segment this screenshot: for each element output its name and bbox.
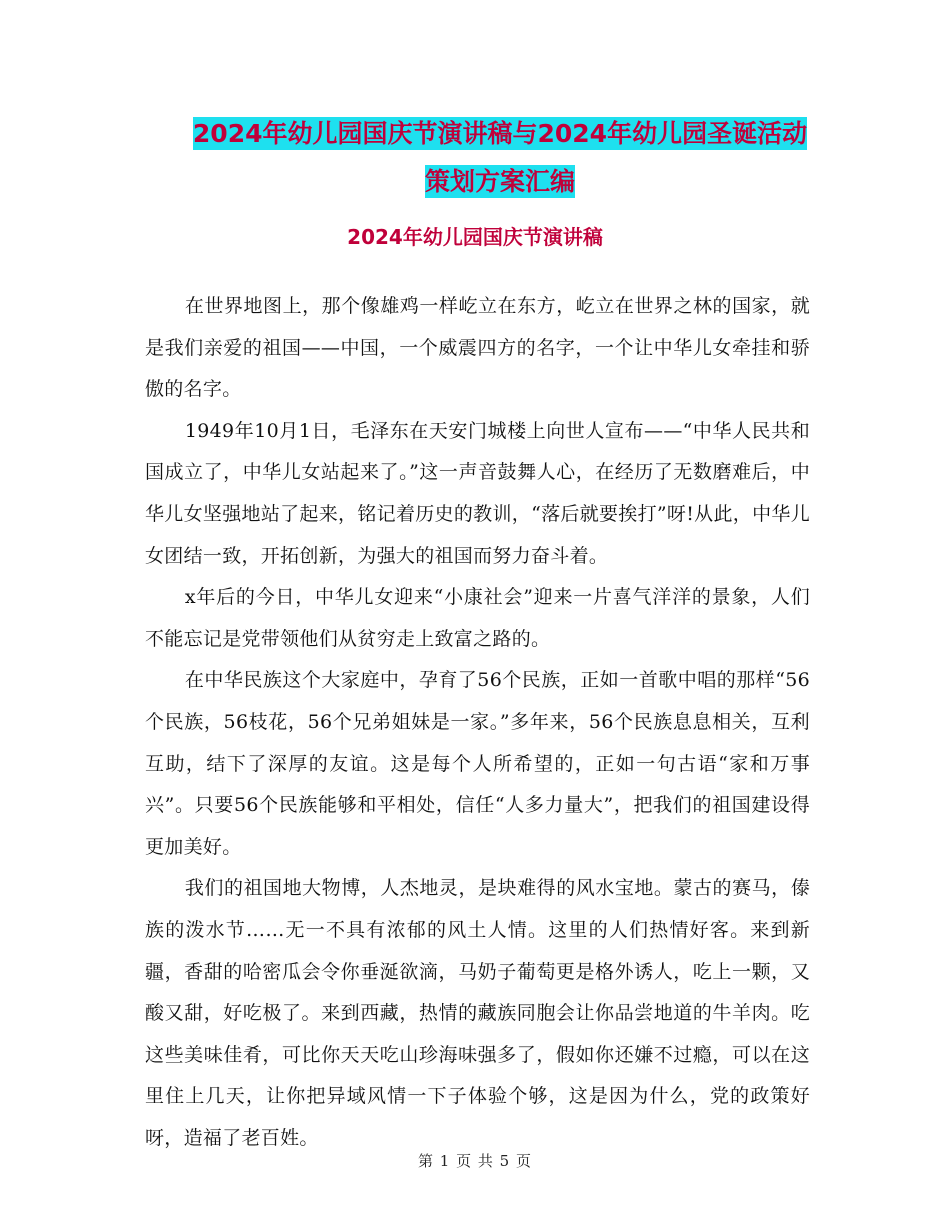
main-title-line-2: 策划方案汇编 — [424, 167, 575, 196]
paragraph-1: 在世界地图上，那个像雄鸡一样屹立在东方，屹立在世界之林的国家，就是我们亲爱的祖国——中国，一个威震四方的名字，一个让中华儿女牵挂和骄傲的名字。 — [145, 295, 810, 401]
paragraph-5: 我们的祖国地大物博，人杰地灵，是块难得的风水宝地。蒙古的赛马，傣族的泼水节……无一不具有浓郁的风土人情。这里的人们热情好客。来到新疆，香甜的哈密瓜会令你垂涎欲滴，马奶子葡萄更是格外诱人，吃上一颗，又酸又甜，好吃极了。来到西藏，热情的藏族同胞会让你品尝地道的牛羊肉。吃这些美味佳肴，可比你天天吃山珍海味强多了，假如你还嫌不过瘾，可以在这里住上几天，让你把异域风情一下子体验个够，这是因为什么，党的政策好呀，造福了老百姓。 — [145, 877, 810, 1149]
main-title-line-1: 2024年幼儿园国庆节演讲稿与2024年幼儿园圣诞活动 — [192, 119, 808, 148]
document-body — [145, 286, 810, 1159]
section-title: 2024年幼儿园国庆节演讲稿 — [347, 225, 603, 249]
paragraph-2: 1949年10月1日，毛泽东在天安门城楼上向世人宣布——“中华人民共和国成立了，中华儿女站起来了。”这一声音鼓舞人心，在经历了无数磨难后，中华儿女坚强地站了起来，铭记着历史的教训，“落后就要挨打”呀!从此，中华儿女团结一致，开拓创新，为强大的祖国而努力奋斗着。 — [145, 419, 810, 567]
paragraph-4: 在中华民族这个大家庭中，孕育了56个民族，正如一首歌中唱的那样“56个民族，56枝花，56个兄弟姐妹是一家。”多年来，56个民族息息相关，互利互助，结下了深厚的友谊。这是每个人所希望的，正如一句古语“家和万事兴”。只要56个民族能够和平相处，信任“人多力量大”，把我们的祖国建设得更加美好。 — [145, 669, 810, 858]
main-title — [140, 110, 860, 206]
paragraph-3: x年后的今日，中华儿女迎来“小康社会”迎来一片喜气洋洋的景象，人们不能忘记是党带领他们从贫穷走上致富之路的。 — [145, 586, 810, 650]
page-footer: 第 1 页 共 5 页 — [418, 1152, 532, 1170]
